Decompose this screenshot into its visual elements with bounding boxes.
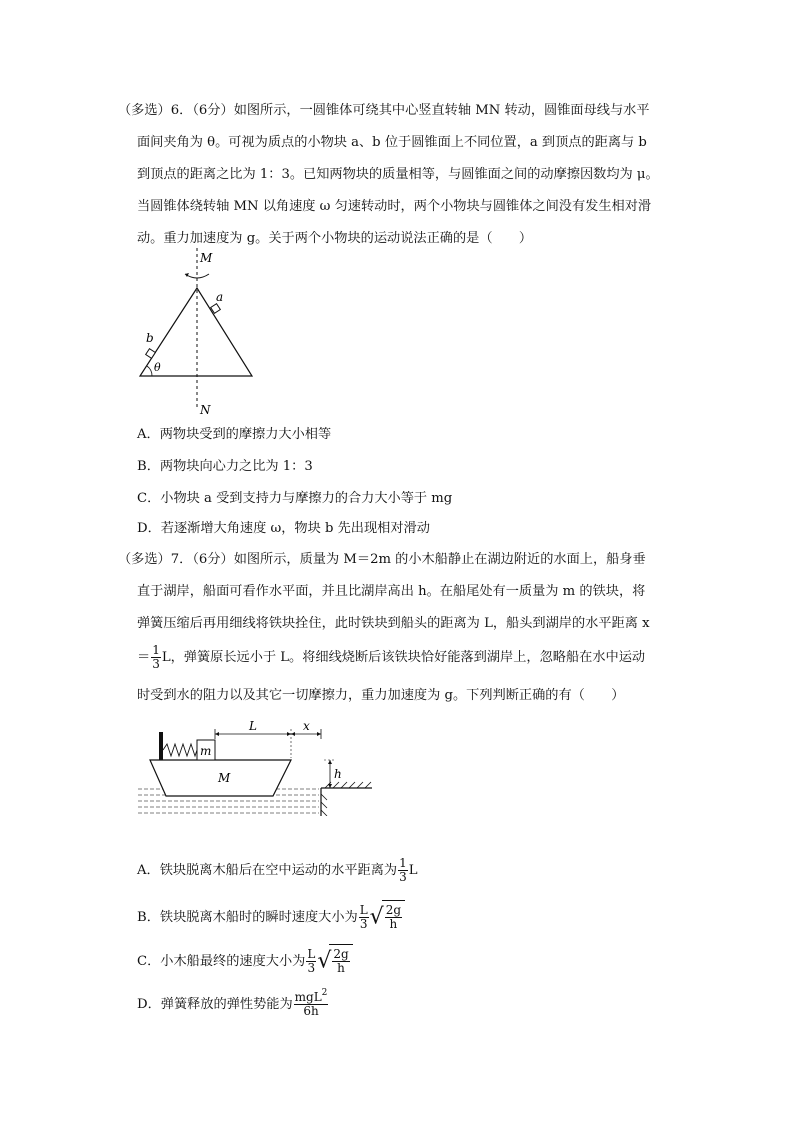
theta-arc (147, 366, 152, 376)
label-N: N (200, 403, 211, 417)
fraction-denominator: 3 (359, 917, 368, 931)
q7-option-b-sqrt: √ $\frac{2g}{h}$ (370, 900, 405, 935)
q7-option-b (137, 900, 405, 935)
q7-option-a-text: A．铁块脱离木船后在空中运动的水平距离为 (137, 863, 398, 878)
block-b (146, 349, 156, 359)
q6-stem-5: 动。重力加速度为 g。关于两个小物块的运动说法正确的是（ ） (137, 231, 533, 246)
fraction-numerator (294, 988, 329, 1005)
label-h: h (334, 767, 342, 781)
label-x: x (303, 719, 310, 733)
q7-option-a-fraction (398, 857, 408, 884)
label-theta: θ (154, 361, 161, 374)
q7-option-c-text: C．小木船最终的速度大小为 (137, 954, 306, 969)
radicand-numerator: 2g (385, 903, 402, 917)
exponent: 2 (321, 988, 328, 998)
label-M-boat: M (218, 771, 231, 785)
energy-numerator: mgL (294, 990, 322, 1004)
q7-option-b-fraction (359, 904, 369, 931)
fraction-denominator: 3 (307, 961, 316, 975)
q6-option-b: B．两物块向心力之比为 1：3 (137, 459, 313, 474)
q6-option-d: D．若逐渐增大角速度 ω，物块 b 先出现相对滑动 (137, 521, 430, 536)
fraction-numerator: L (307, 947, 316, 961)
label-M: M (200, 251, 213, 265)
q7-stem-4-post: L，弹簧原长远小于 L。将细线烧断后该铁块恰好能落到湖岸上，忽略船在水中运动 (161, 650, 646, 665)
q6-stem-4: 当圆锥体绕转轴 MN 以角速度 ω 匀速转动时，两个小物块与圆锥体之间没有发生相对滑 (137, 199, 652, 214)
q7-option-c-sqrt: √ $\frac{2g}{h}$ (317, 944, 352, 979)
q6-tag: （多选）6．（6分） (118, 103, 234, 118)
q7-tag: （多选）7．（6分） (118, 552, 234, 567)
q6-option-c: C．小物块 a 受到支持力与摩擦力的合力大小等于 mg (137, 491, 453, 506)
q7-stem-3: 弹簧压缩后再用细线将铁块拴住，此时铁块到船头的距离为 L，船头到湖岸的水平距离 x (137, 616, 650, 631)
label-m: m (200, 744, 212, 758)
q7-stem-4-fraction (151, 644, 161, 671)
radicand-denominator: h (337, 961, 345, 975)
fraction-denominator: 3 (399, 870, 407, 884)
q7-stem-1: 如图所示，质量为 M＝2m 的小木船静止在湖边附近的水面上，船身垂 (233, 552, 646, 567)
radicand-denominator: h (389, 917, 398, 931)
fraction-numerator: 1 (399, 856, 407, 870)
q6-stem-1: 如图所示，一圆锥体可绕其中心竖直转轴 MN 转动，圆锥面母线与水平 (233, 103, 650, 118)
label-b: b (146, 331, 154, 345)
q7-option-d-text: D．弹簧释放的弹性势能为 (137, 997, 293, 1012)
q7-option-a-tail: L (408, 863, 418, 878)
q7-option-a (137, 856, 418, 886)
fraction-denominator: 3 (152, 657, 160, 671)
boat-figure (136, 716, 376, 816)
q6-option-a: A．两物块受到的摩擦力大小相等 (137, 427, 332, 442)
q7-option-d (137, 990, 329, 1020)
q6-line-1 (118, 101, 650, 121)
q7-option-d-fraction (294, 988, 329, 1018)
q7-stem-4 (137, 643, 645, 673)
cone-figure (130, 248, 270, 420)
boat-stern-post (159, 732, 163, 760)
spring (163, 744, 197, 756)
q7-line-1 (118, 550, 646, 570)
label-a: a (216, 290, 224, 304)
shore-hatching (321, 782, 371, 816)
q6-stem-2: 面间夹角为 θ。可视为质点的小物块 a、b 位于圆锥面上不同位置，a 到顶点的距离与 b (137, 135, 647, 150)
fraction-numerator: L (359, 903, 368, 917)
q7-stem-5: 时受到水的阻力以及其它一切摩擦力，重力加速度为 g。下列判断正确的有（ ） (137, 688, 625, 703)
q7-option-b-text: B．铁块脱离木船时的瞬时速度大小为 (137, 910, 358, 925)
q7-stem-2: 直于湖岸，船面可看作水平面，并且比湖岸高出 h。在船尾处有一质量为 m 的铁块，将 (137, 584, 646, 599)
radicand-numerator: 2g (333, 947, 349, 961)
label-L: L (249, 719, 257, 733)
q7-option-c-fraction (306, 948, 316, 975)
q7-option-c (137, 944, 353, 979)
fraction-numerator: 1 (152, 643, 160, 657)
q6-stem-3: 到顶点的距离之比为 1：3。已知两物块的质量相等，与圆锥面之间的动摩擦因数均为 μ。 (137, 167, 659, 182)
fraction-denominator: 6h (303, 1004, 319, 1018)
q7-stem-4-pre: ＝ (137, 650, 151, 665)
